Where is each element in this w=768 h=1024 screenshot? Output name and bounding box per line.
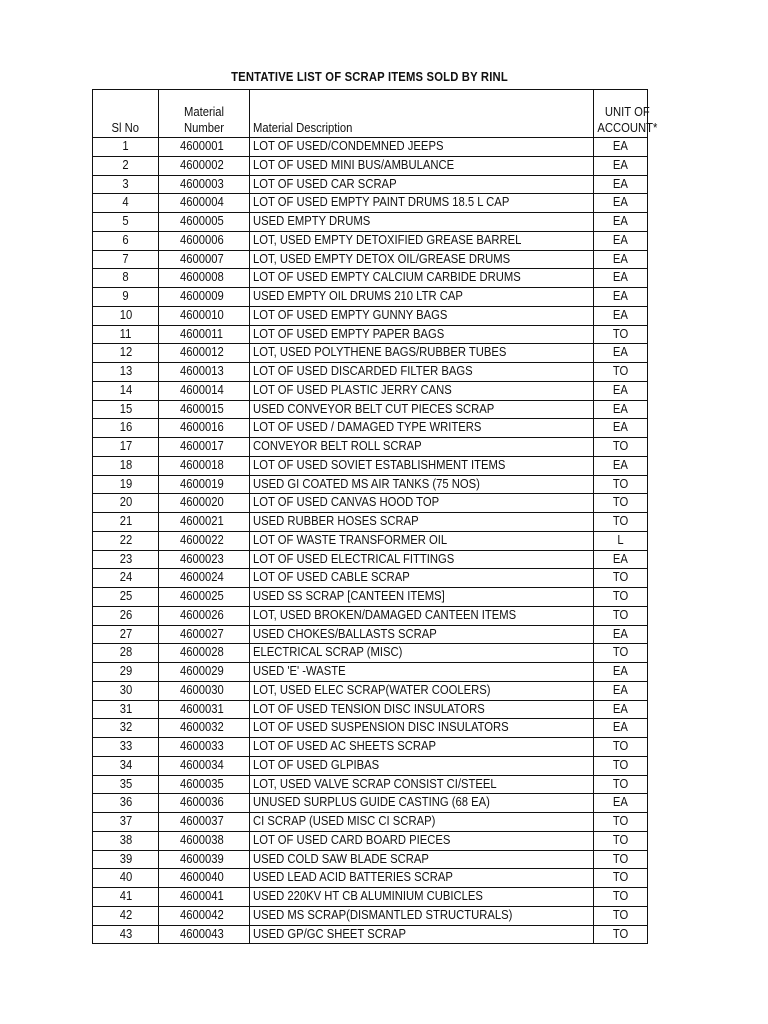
table-row (93, 794, 648, 813)
cell-unit-of-account: EA (594, 625, 648, 644)
cell-material-number: 4600035 (159, 775, 250, 794)
cell-unit-of-account: TO (594, 438, 648, 457)
table-row (93, 231, 648, 250)
cell-sl-no: 17 (93, 438, 159, 457)
cell-material-description: USED GP/GC SHEET SCRAP (250, 925, 594, 944)
table-row (93, 194, 648, 213)
cell-unit-of-account: EA (594, 344, 648, 363)
table-row (93, 400, 648, 419)
cell-unit-of-account: EA (594, 156, 648, 175)
cell-unit-of-account: TO (594, 588, 648, 607)
cell-material-description: USED CHOKES/BALLASTS SCRAP (250, 625, 594, 644)
cell-unit-of-account: TO (594, 494, 648, 513)
table-row (93, 606, 648, 625)
cell-material-number: 4600025 (159, 588, 250, 607)
cell-sl-no: 11 (93, 325, 159, 344)
cell-unit-of-account: TO (594, 756, 648, 775)
cell-material-number: 4600039 (159, 850, 250, 869)
cell-sl-no: 43 (93, 925, 159, 944)
cell-unit-of-account: EA (594, 231, 648, 250)
cell-unit-of-account: EA (594, 456, 648, 475)
cell-sl-no: 24 (93, 569, 159, 588)
cell-material-description: USED 'E' -WASTE (250, 663, 594, 682)
cell-sl-no: 20 (93, 494, 159, 513)
cell-unit-of-account: EA (594, 250, 648, 269)
table-row (93, 344, 648, 363)
cell-material-description: LOT OF USED MINI BUS/AMBULANCE (250, 156, 594, 175)
cell-unit-of-account: TO (594, 850, 648, 869)
cell-material-description: LOT OF USED ELECTRICAL FITTINGS (250, 550, 594, 569)
cell-sl-no: 39 (93, 850, 159, 869)
table-row (93, 306, 648, 325)
cell-material-description: USED CONVEYOR BELT CUT PIECES SCRAP (250, 400, 594, 419)
table-header-row (93, 90, 648, 138)
table-row (93, 756, 648, 775)
cell-material-number: 4600040 (159, 869, 250, 888)
cell-unit-of-account: EA (594, 269, 648, 288)
table-row (93, 475, 648, 494)
cell-sl-no: 15 (93, 400, 159, 419)
cell-material-number: 4600027 (159, 625, 250, 644)
table-row (93, 569, 648, 588)
cell-unit-of-account: TO (594, 475, 648, 494)
cell-sl-no: 14 (93, 381, 159, 400)
table-row (93, 775, 648, 794)
cell-material-number: 4600021 (159, 513, 250, 532)
cell-unit-of-account: EA (594, 213, 648, 232)
cell-material-number: 4600043 (159, 925, 250, 944)
cell-material-number: 4600024 (159, 569, 250, 588)
cell-unit-of-account: EA (594, 419, 648, 438)
cell-unit-of-account: TO (594, 513, 648, 532)
cell-material-description: LOT OF USED CARD BOARD PIECES (250, 831, 594, 850)
cell-material-description: CONVEYOR BELT ROLL SCRAP (250, 438, 594, 457)
cell-material-description: LOT OF USED EMPTY PAINT DRUMS 18.5 L CAP (250, 194, 594, 213)
table-row (93, 288, 648, 307)
cell-unit-of-account: EA (594, 681, 648, 700)
cell-material-number: 4600034 (159, 756, 250, 775)
cell-sl-no: 26 (93, 606, 159, 625)
cell-unit-of-account: EA (594, 381, 648, 400)
cell-unit-of-account: EA (594, 700, 648, 719)
cell-material-description: USED RUBBER HOSES SCRAP (250, 513, 594, 532)
cell-unit-of-account: TO (594, 869, 648, 888)
cell-sl-no: 7 (93, 250, 159, 269)
cell-sl-no: 23 (93, 550, 159, 569)
cell-material-number: 4600001 (159, 138, 250, 157)
cell-material-description: ELECTRICAL SCRAP (MISC) (250, 644, 594, 663)
cell-material-number: 4600013 (159, 363, 250, 382)
cell-material-description: LOT, USED POLYTHENE BAGS/RUBBER TUBES (250, 344, 594, 363)
cell-material-number: 4600037 (159, 813, 250, 832)
cell-material-number: 4600016 (159, 419, 250, 438)
cell-sl-no: 29 (93, 663, 159, 682)
cell-material-number: 4600022 (159, 531, 250, 550)
cell-sl-no: 27 (93, 625, 159, 644)
cell-sl-no: 25 (93, 588, 159, 607)
cell-sl-no: 9 (93, 288, 159, 307)
table-row (93, 550, 648, 569)
cell-unit-of-account: EA (594, 138, 648, 157)
cell-unit-of-account: TO (594, 363, 648, 382)
cell-material-number: 4600026 (159, 606, 250, 625)
cell-material-number: 4600038 (159, 831, 250, 850)
cell-material-description: USED GI COATED MS AIR TANKS (75 NOS) (250, 475, 594, 494)
table-row (93, 813, 648, 832)
header-material-description: Material Description (250, 90, 594, 138)
table-row (93, 456, 648, 475)
cell-sl-no: 19 (93, 475, 159, 494)
cell-material-description: LOT OF USED CANVAS HOOD TOP (250, 494, 594, 513)
cell-material-number: 4600012 (159, 344, 250, 363)
table-row (93, 156, 648, 175)
cell-material-description: USED EMPTY OIL DRUMS 210 LTR CAP (250, 288, 594, 307)
cell-material-number: 4600006 (159, 231, 250, 250)
table-row (93, 250, 648, 269)
cell-unit-of-account: EA (594, 663, 648, 682)
cell-material-number: 4600041 (159, 888, 250, 907)
cell-material-description: LOT OF USED EMPTY CALCIUM CARBIDE DRUMS (250, 269, 594, 288)
cell-material-number: 4600019 (159, 475, 250, 494)
cell-material-number: 4600036 (159, 794, 250, 813)
table-row (93, 175, 648, 194)
cell-sl-no: 18 (93, 456, 159, 475)
cell-material-description: USED EMPTY DRUMS (250, 213, 594, 232)
document-title: TENTATIVE LIST OF SCRAP ITEMS SOLD BY RINL (231, 70, 508, 84)
cell-material-number: 4600031 (159, 700, 250, 719)
cell-sl-no: 36 (93, 794, 159, 813)
cell-unit-of-account: TO (594, 831, 648, 850)
cell-material-description: LOT OF USED PLASTIC JERRY CANS (250, 381, 594, 400)
cell-sl-no: 16 (93, 419, 159, 438)
header-sl-no: Sl No (93, 90, 159, 138)
table-row (93, 850, 648, 869)
cell-material-number: 4600018 (159, 456, 250, 475)
cell-material-number: 4600002 (159, 156, 250, 175)
cell-material-number: 4600007 (159, 250, 250, 269)
cell-sl-no: 3 (93, 175, 159, 194)
cell-sl-no: 5 (93, 213, 159, 232)
cell-material-description: LOT OF WASTE TRANSFORMER OIL (250, 531, 594, 550)
cell-material-number: 4600009 (159, 288, 250, 307)
cell-unit-of-account: EA (594, 194, 648, 213)
cell-material-description: LOT OF USED EMPTY PAPER BAGS (250, 325, 594, 344)
table-row (93, 681, 648, 700)
cell-unit-of-account: EA (594, 550, 648, 569)
cell-unit-of-account: TO (594, 813, 648, 832)
table-row (93, 831, 648, 850)
cell-sl-no: 21 (93, 513, 159, 532)
cell-material-description: CI SCRAP (USED MISC CI SCRAP) (250, 813, 594, 832)
cell-material-number: 4600004 (159, 194, 250, 213)
cell-sl-no: 31 (93, 700, 159, 719)
cell-sl-no: 4 (93, 194, 159, 213)
table-row (93, 494, 648, 513)
cell-unit-of-account: EA (594, 794, 648, 813)
cell-unit-of-account: EA (594, 719, 648, 738)
cell-material-number: 4600017 (159, 438, 250, 457)
table-row (93, 363, 648, 382)
scrap-items-table (92, 89, 658, 944)
cell-sl-no: 40 (93, 869, 159, 888)
cell-material-description: LOT, USED EMPTY DETOX OIL/GREASE DRUMS (250, 250, 594, 269)
cell-sl-no: 42 (93, 906, 159, 925)
cell-material-description: LOT, USED ELEC SCRAP(WATER COOLERS) (250, 681, 594, 700)
table-row (93, 213, 648, 232)
table-row (93, 663, 648, 682)
cell-material-number: 4600005 (159, 213, 250, 232)
cell-material-description: USED 220KV HT CB ALUMINIUM CUBICLES (250, 888, 594, 907)
cell-material-description: USED LEAD ACID BATTERIES SCRAP (250, 869, 594, 888)
table-row (93, 381, 648, 400)
table-row (93, 906, 648, 925)
cell-material-description: LOT OF USED SOVIET ESTABLISHMENT ITEMS (250, 456, 594, 475)
cell-sl-no: 30 (93, 681, 159, 700)
table-row (93, 419, 648, 438)
cell-sl-no: 2 (93, 156, 159, 175)
cell-sl-no: 28 (93, 644, 159, 663)
cell-sl-no: 38 (93, 831, 159, 850)
table-row (93, 738, 648, 757)
cell-unit-of-account: EA (594, 175, 648, 194)
cell-unit-of-account: TO (594, 775, 648, 794)
cell-material-description: LOT OF USED CABLE SCRAP (250, 569, 594, 588)
cell-material-description: LOT OF USED SUSPENSION DISC INSULATORS (250, 719, 594, 738)
cell-sl-no: 13 (93, 363, 159, 382)
cell-unit-of-account: TO (594, 738, 648, 757)
cell-material-number: 4600033 (159, 738, 250, 757)
cell-unit-of-account: TO (594, 606, 648, 625)
cell-material-description: LOT, USED BROKEN/DAMAGED CANTEEN ITEMS (250, 606, 594, 625)
cell-sl-no: 35 (93, 775, 159, 794)
table-row (93, 513, 648, 532)
cell-material-number: 4600020 (159, 494, 250, 513)
cell-material-description: USED COLD SAW BLADE SCRAP (250, 850, 594, 869)
table-row (93, 644, 648, 663)
cell-sl-no: 10 (93, 306, 159, 325)
header-unit-of-account: UNIT OF ACCOUNT* (594, 90, 648, 138)
cell-sl-no: 32 (93, 719, 159, 738)
cell-sl-no: 37 (93, 813, 159, 832)
table-row (93, 269, 648, 288)
table-row (93, 925, 648, 944)
cell-material-description: LOT OF USED/CONDEMNED JEEPS (250, 138, 594, 157)
cell-sl-no: 41 (93, 888, 159, 907)
table-row (93, 869, 648, 888)
cell-sl-no: 1 (93, 138, 159, 157)
cell-sl-no: 8 (93, 269, 159, 288)
table-row (93, 625, 648, 644)
cell-material-number: 4600003 (159, 175, 250, 194)
table-row (93, 888, 648, 907)
cell-material-number: 4600028 (159, 644, 250, 663)
cell-unit-of-account: TO (594, 569, 648, 588)
table-row (93, 438, 648, 457)
table-row (93, 719, 648, 738)
cell-unit-of-account: EA (594, 306, 648, 325)
cell-material-number: 4600015 (159, 400, 250, 419)
table-row (93, 138, 648, 157)
cell-material-description: LOT OF USED TENSION DISC INSULATORS (250, 700, 594, 719)
cell-sl-no: 6 (93, 231, 159, 250)
cell-unit-of-account: TO (594, 906, 648, 925)
cell-material-description: LOT OF USED GLPIBAS (250, 756, 594, 775)
cell-material-description: USED SS SCRAP [CANTEEN ITEMS] (250, 588, 594, 607)
table-body (93, 138, 648, 944)
table-row (93, 700, 648, 719)
cell-material-number: 4600032 (159, 719, 250, 738)
cell-sl-no: 33 (93, 738, 159, 757)
cell-material-number: 4600030 (159, 681, 250, 700)
cell-material-description: UNUSED SURPLUS GUIDE CASTING (68 EA) (250, 794, 594, 813)
cell-material-description: LOT, USED EMPTY DETOXIFIED GREASE BARREL (250, 231, 594, 250)
table-row (93, 588, 648, 607)
cell-unit-of-account: TO (594, 325, 648, 344)
cell-material-description: LOT OF USED DISCARDED FILTER BAGS (250, 363, 594, 382)
table-row (93, 325, 648, 344)
cell-material-description: LOT OF USED AC SHEETS SCRAP (250, 738, 594, 757)
cell-unit-of-account: EA (594, 288, 648, 307)
cell-sl-no: 22 (93, 531, 159, 550)
cell-unit-of-account: EA (594, 400, 648, 419)
header-material-number: Material Number (159, 90, 250, 138)
table-row (93, 531, 648, 550)
cell-material-number: 4600014 (159, 381, 250, 400)
cell-sl-no: 34 (93, 756, 159, 775)
cell-material-description: LOT OF USED EMPTY GUNNY BAGS (250, 306, 594, 325)
cell-material-description: LOT OF USED / DAMAGED TYPE WRITERS (250, 419, 594, 438)
cell-material-number: 4600011 (159, 325, 250, 344)
cell-sl-no: 12 (93, 344, 159, 363)
cell-unit-of-account: TO (594, 888, 648, 907)
cell-unit-of-account: TO (594, 644, 648, 663)
cell-material-description: LOT OF USED CAR SCRAP (250, 175, 594, 194)
cell-material-number: 4600042 (159, 906, 250, 925)
cell-material-number: 4600023 (159, 550, 250, 569)
cell-material-description: LOT, USED VALVE SCRAP CONSIST CI/STEEL (250, 775, 594, 794)
cell-material-description: USED MS SCRAP(DISMANTLED STRUCTURALS) (250, 906, 594, 925)
cell-material-number: 4600008 (159, 269, 250, 288)
cell-unit-of-account: L (594, 531, 648, 550)
cell-unit-of-account: TO (594, 925, 648, 944)
cell-material-number: 4600010 (159, 306, 250, 325)
cell-material-number: 4600029 (159, 663, 250, 682)
